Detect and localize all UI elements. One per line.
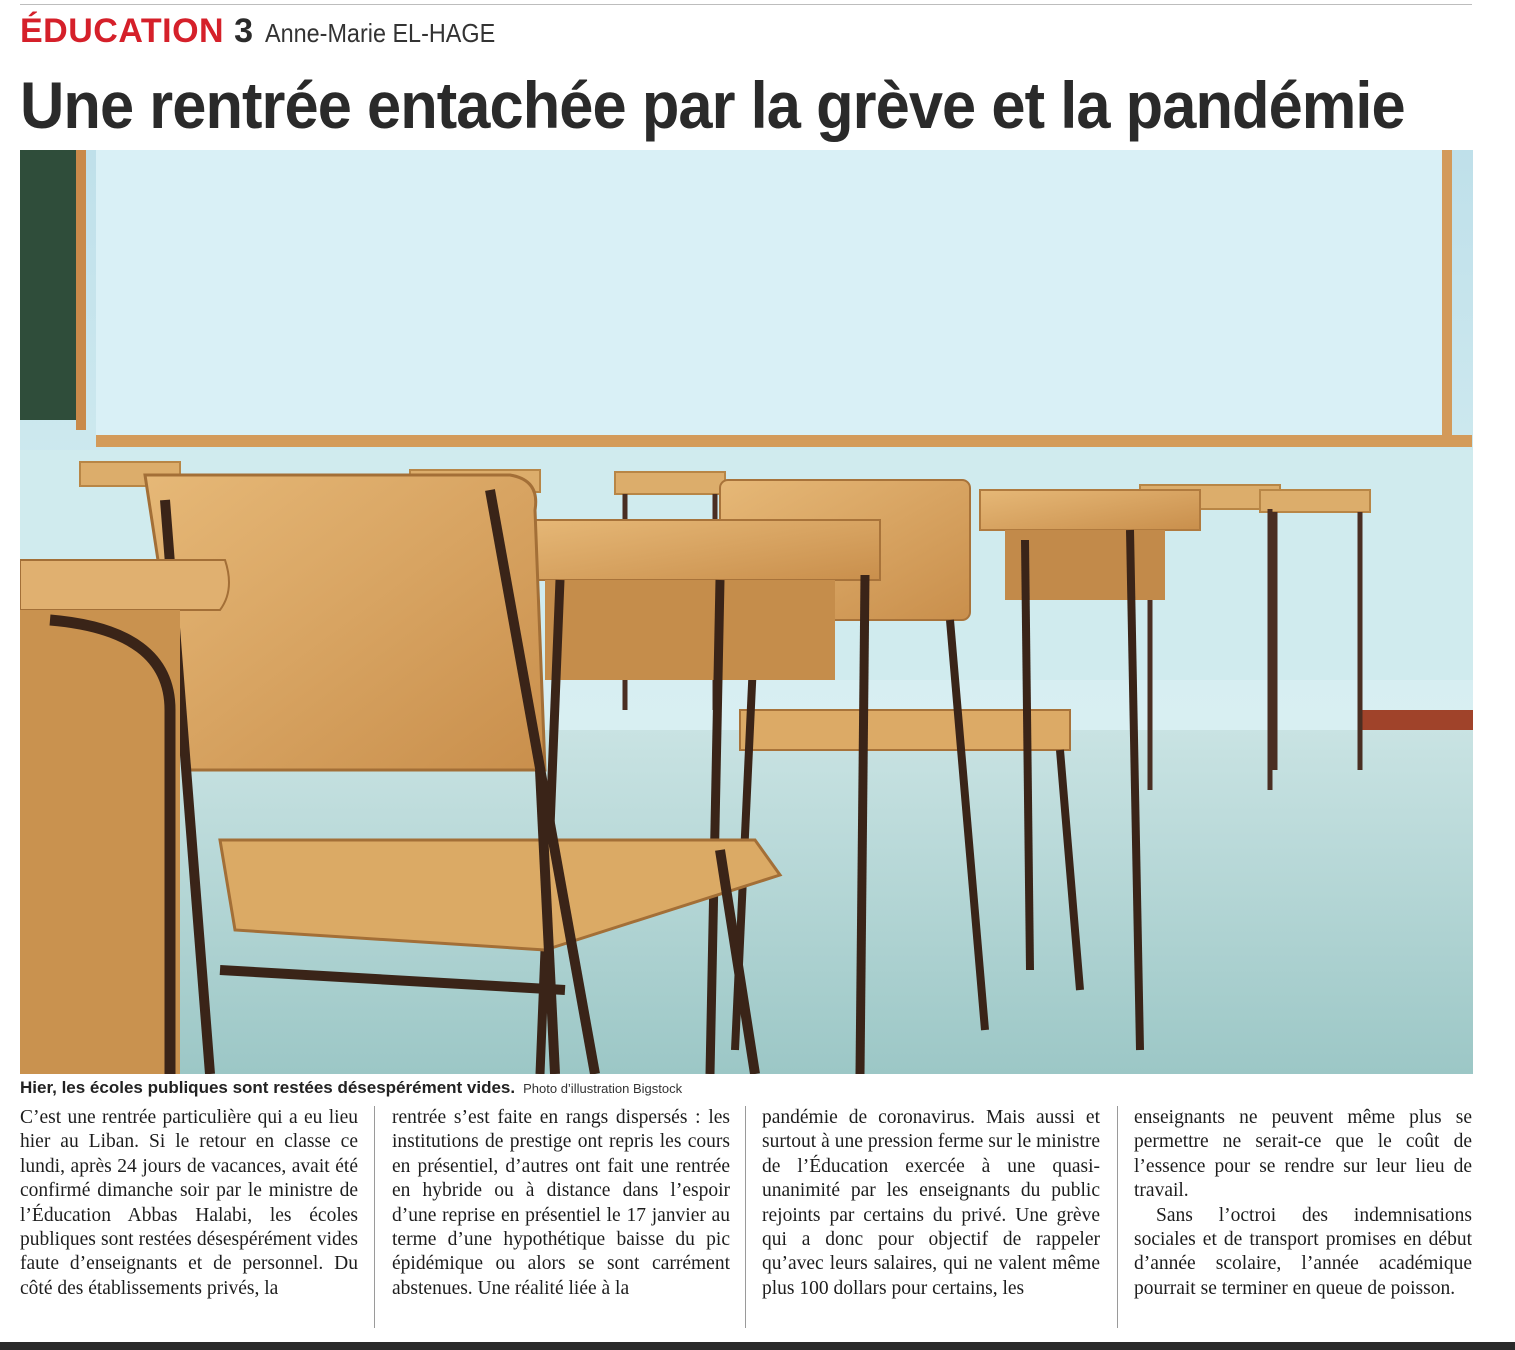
photo-credit: Photo d’illustration Bigstock (523, 1081, 683, 1096)
kicker (20, 12, 521, 58)
article-column-1 (20, 1106, 358, 1301)
article-column-3 (762, 1106, 1100, 1301)
caption-text: Hier, les écoles publiques sont restées désespérément vides. (20, 1078, 516, 1097)
paragraph: rentrée s’est faite en rangs dispersés : les institutions de prestige ont repris les cours en présentiel, d’autres ont fait une rentrée en hybride ou à distance dans l’espoir d’une reprise en présentiel le 17 janvier au terme d’une hypothétique baisse du pic épidémique ou alors se sont carrément abstenues. Une réalité liée à la (392, 1107, 730, 1299)
classroom-photo (20, 150, 1473, 1074)
article-column-2 (392, 1106, 730, 1301)
paragraph: enseignants ne peuvent même plus se permettre ne serait-ce que le coût de l’essence pour se rendre sur leur lieu de travail. (1134, 1107, 1472, 1202)
column-rule (1117, 1106, 1118, 1328)
page-number: 3 (234, 12, 254, 50)
author-byline: Anne-Marie EL-HAGE (265, 18, 496, 48)
column-rule (374, 1106, 375, 1328)
column-rule (745, 1106, 746, 1328)
paragraph: C’est une rentrée particulière qui a eu lieu hier au Liban. Si le retour en classe ce lundi, après 24 jours de vacances, avait été confirmé dimanche soir par le ministre de l’Éducation Abbas Halabi, les écoles publiques sont restées désespérément vides faute d’enseignants et de personnel. Du côté des établissements privés, la (20, 1107, 358, 1299)
bottom-bar (0, 1342, 1515, 1350)
paragraph: pandémie de coronavirus. Mais aussi et surtout à une pression ferme sur le ministre de l’Éducation exercée à une quasi-unanimité par les enseignants du public rejoints par certains du privé. Une grève qui a donc pour objectif de rappeler qu’avec leurs salaires, qui ne valent même plus 100 dollars pour certains, les (762, 1107, 1100, 1299)
photo-caption (20, 1078, 682, 1102)
headline: Une rentrée entachée par la grève et la pandémie (20, 68, 1405, 142)
paragraph: Sans l’octroi des indemnisations sociales et de transport promises en début d’année scolaire, l’année académique pourrait se terminer en queue de poisson. (1134, 1204, 1472, 1299)
top-rule (20, 4, 1472, 5)
article-column-4 (1134, 1106, 1472, 1301)
section-label: ÉDUCATION (20, 12, 225, 50)
